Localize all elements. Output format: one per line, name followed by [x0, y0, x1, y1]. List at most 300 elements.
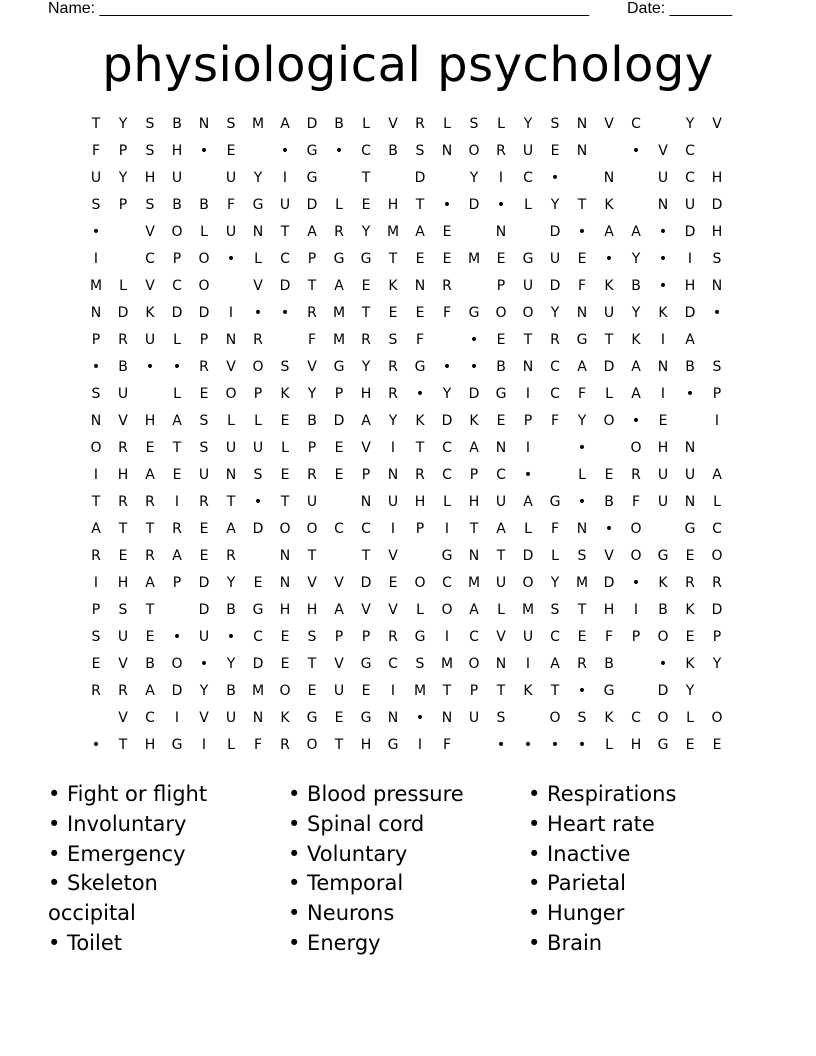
grid-letter: G	[549, 494, 561, 510]
grid-letter: P	[415, 521, 425, 537]
grid-letter: M	[413, 683, 427, 699]
grid-letter: L	[173, 332, 181, 348]
grid-letter: C	[145, 710, 155, 726]
grid-letter: Y	[118, 170, 128, 186]
grid-letter: C	[145, 251, 155, 267]
grid-letter: O	[279, 521, 291, 537]
grid-letter: U	[549, 251, 561, 267]
grid-letter: R	[388, 359, 398, 375]
grid-letter: U	[603, 305, 615, 321]
grid-letter: E	[334, 710, 344, 726]
grid-letter: •	[226, 629, 236, 645]
grid-letter: I	[525, 386, 531, 402]
grid-letter: •	[631, 143, 641, 159]
grid-letter: E	[496, 413, 506, 429]
grid-letter: T	[469, 521, 479, 537]
grid-letter: N	[225, 467, 237, 483]
grid-letter: Y	[685, 116, 695, 132]
grid-letter: P	[631, 629, 641, 645]
grid-letter: U	[333, 683, 345, 699]
grid-letter: D	[441, 413, 453, 429]
grid-letter: I	[633, 602, 639, 618]
grid-letter: A	[334, 602, 344, 618]
grid-letter: I	[417, 737, 423, 753]
grid-letter: F	[226, 197, 236, 213]
grid-letter: A	[685, 332, 695, 348]
grid-letter: R	[388, 386, 398, 402]
grid-letter: •	[604, 251, 614, 267]
grid-letter: U	[225, 710, 237, 726]
grid-letter: A	[631, 386, 641, 402]
word-list-item: • Parietal	[528, 871, 626, 896]
grid-letter: •	[145, 359, 155, 375]
grid-letter: G	[684, 521, 696, 537]
grid-letter: N	[252, 710, 264, 726]
grid-letter: L	[443, 494, 451, 510]
grid-letter: D	[549, 224, 561, 240]
grid-letter: E	[199, 548, 209, 564]
grid-letter: L	[524, 521, 532, 537]
grid-letter: •	[253, 305, 263, 321]
grid-letter: O	[441, 602, 453, 618]
grid-letter: Y	[577, 413, 587, 429]
grid-letter: Y	[226, 575, 236, 591]
grid-letter: A	[523, 494, 533, 510]
grid-letter: V	[307, 359, 317, 375]
grid-letter: M	[467, 575, 481, 591]
grid-letter: R	[145, 494, 155, 510]
grid-letter: H	[360, 737, 372, 753]
grid-letter: •	[415, 386, 425, 402]
grid-letter: C	[280, 251, 290, 267]
grid-letter: I	[444, 521, 450, 537]
grid-letter: V	[496, 629, 506, 645]
grid-letter: V	[145, 224, 155, 240]
grid-letter: T	[280, 224, 290, 240]
grid-letter: E	[550, 143, 560, 159]
grid-letter: K	[388, 278, 398, 294]
word-list-item: • Toilet	[48, 930, 122, 955]
grid-letter: B	[226, 602, 236, 618]
word-list-column-3	[528, 780, 768, 959]
grid-letter: R	[145, 548, 155, 564]
grid-letter: C	[631, 710, 641, 726]
grid-letter: E	[361, 278, 371, 294]
grid-letter: A	[469, 602, 479, 618]
grid-letter: U	[522, 629, 534, 645]
grid-letter: Y	[118, 116, 128, 132]
grid-letter: K	[415, 413, 425, 429]
grid-letter: •	[685, 386, 695, 402]
grid-letter: R	[118, 683, 128, 699]
grid-letter: C	[523, 170, 533, 186]
grid-letter: A	[550, 656, 560, 672]
grid-letter: E	[496, 251, 506, 267]
grid-letter: O	[522, 305, 534, 321]
grid-letter: D	[171, 305, 183, 321]
grid-letter: F	[253, 737, 263, 753]
grid-letter: T	[388, 251, 398, 267]
word-list-item: • Temporal	[288, 871, 404, 896]
grid-letter: G	[441, 548, 453, 564]
word-list-item: • Skeleton	[48, 871, 158, 896]
grid-letter: C	[172, 278, 182, 294]
grid-letter: O	[549, 710, 561, 726]
grid-letter: U	[225, 170, 237, 186]
grid-letter: G	[333, 359, 345, 375]
grid-letter: •	[469, 332, 479, 348]
grid-letter: N	[360, 494, 372, 510]
grid-letter: G	[495, 386, 507, 402]
page-title: physiological psychology	[102, 37, 714, 93]
grid-letter: H	[279, 602, 291, 618]
grid-letter: O	[468, 656, 480, 672]
grid-letter: •	[415, 710, 425, 726]
grid-letter: T	[550, 683, 560, 699]
word-list-item: • Voluntary	[288, 841, 408, 866]
word-list-item: • Emergency	[48, 841, 186, 866]
grid-letter: H	[603, 602, 615, 618]
grid-letter: V	[604, 116, 614, 132]
grid-letter: S	[145, 116, 155, 132]
grid-letter: Y	[442, 386, 452, 402]
grid-letter: P	[523, 413, 533, 429]
grid-letter: R	[307, 305, 317, 321]
grid-letter: E	[442, 224, 452, 240]
grid-letter: C	[469, 629, 479, 645]
grid-letter: R	[91, 548, 101, 564]
grid-letter: S	[469, 116, 479, 132]
grid-letter: L	[605, 386, 613, 402]
grid-letter: Y	[685, 683, 695, 699]
grid-letter: T	[496, 683, 506, 699]
grid-letter: E	[91, 656, 101, 672]
grid-letter: V	[118, 710, 128, 726]
word-list-item: • Energy	[288, 930, 381, 955]
grid-letter: M	[332, 332, 346, 348]
word-list-column-2	[288, 780, 528, 959]
grid-letter: F	[307, 332, 317, 348]
grid-letter: D	[468, 197, 480, 213]
grid-letter: V	[712, 116, 722, 132]
grid-letter: I	[228, 305, 234, 321]
grid-letter: V	[334, 575, 344, 591]
grid-letter: B	[604, 494, 614, 510]
grid-letter: M	[332, 305, 346, 321]
grid-letter: P	[118, 197, 128, 213]
grid-letter: G	[252, 602, 264, 618]
grid-letter: F	[550, 413, 560, 429]
grid-letter: F	[577, 386, 587, 402]
grid-letter: G	[657, 548, 669, 564]
grid-letter: O	[306, 737, 318, 753]
grid-letter: R	[307, 467, 317, 483]
grid-letter: A	[172, 548, 182, 564]
grid-letter: H	[684, 278, 696, 294]
grid-letter: •	[253, 494, 263, 510]
grid-letter: Y	[469, 170, 479, 186]
grid-letter: K	[280, 386, 290, 402]
grid-letter: D	[414, 170, 426, 186]
grid-letter: U	[468, 710, 480, 726]
grid-letter: U	[522, 278, 534, 294]
grid-letter: C	[361, 143, 371, 159]
grid-letter: D	[522, 548, 534, 564]
grid-letter: O	[630, 521, 642, 537]
grid-letter: G	[306, 170, 318, 186]
grid-letter: C	[442, 575, 452, 591]
grid-letter: U	[495, 494, 507, 510]
grid-letter: H	[387, 197, 399, 213]
grid-letter: V	[118, 656, 128, 672]
grid-letter: G	[603, 683, 615, 699]
grid-letter: E	[145, 440, 155, 456]
grid-letter: E	[199, 386, 209, 402]
grid-letter: T	[145, 521, 155, 537]
grid-letter: E	[361, 197, 371, 213]
grid-letter: D	[360, 575, 372, 591]
grid-letter: N	[684, 440, 696, 456]
grid-letter: B	[199, 197, 209, 213]
grid-letter: S	[496, 710, 506, 726]
grid-letter: E	[577, 251, 587, 267]
grid-letter: P	[361, 629, 371, 645]
grid-letter: K	[604, 197, 614, 213]
grid-letter: U	[684, 197, 696, 213]
grid-letter: O	[711, 710, 723, 726]
grid-letter: N	[522, 359, 534, 375]
grid-letter: B	[172, 116, 182, 132]
grid-letter: A	[280, 116, 290, 132]
word-list-item: occipital	[48, 901, 136, 926]
grid-letter: E	[118, 548, 128, 564]
grid-letter: H	[144, 413, 156, 429]
grid-letter: L	[227, 413, 235, 429]
grid-letter: N	[657, 197, 669, 213]
grid-letter: A	[361, 413, 371, 429]
grid-letter: E	[334, 467, 344, 483]
grid-letter: M	[467, 251, 481, 267]
grid-letter: T	[415, 197, 425, 213]
name-field-label: Name: _______________________________________________________	[48, 0, 589, 17]
grid-letter: D	[252, 521, 264, 537]
grid-letter: B	[118, 359, 128, 375]
grid-letter: Y	[550, 305, 560, 321]
grid-letter: •	[523, 467, 533, 483]
grid-letter: N	[576, 116, 588, 132]
grid-letter: L	[173, 386, 181, 402]
grid-letter: U	[684, 467, 696, 483]
grid-letter: N	[576, 305, 588, 321]
grid-letter: P	[712, 386, 722, 402]
grid-letter: G	[576, 332, 588, 348]
grid-letter: Y	[253, 170, 263, 186]
grid-letter: G	[306, 143, 318, 159]
grid-letter: L	[254, 251, 262, 267]
grid-letter: E	[226, 143, 236, 159]
grid-letter: E	[253, 575, 263, 591]
grid-letter: I	[282, 170, 288, 186]
grid-letter: •	[199, 143, 209, 159]
grid-letter: A	[91, 521, 101, 537]
grid-letter: I	[687, 251, 693, 267]
grid-letter: L	[227, 737, 235, 753]
grid-letter: N	[90, 305, 102, 321]
grid-letter: Y	[631, 251, 641, 267]
grid-letter: D	[198, 602, 210, 618]
grid-letter: D	[279, 278, 291, 294]
grid-letter: V	[388, 548, 398, 564]
grid-letter: R	[388, 629, 398, 645]
grid-letter: B	[334, 116, 344, 132]
grid-letter: N	[441, 143, 453, 159]
grid-letter: •	[496, 197, 506, 213]
grid-letter: R	[118, 332, 128, 348]
grid-letter: E	[361, 683, 371, 699]
grid-letter: F	[604, 629, 614, 645]
grid-letter: N	[387, 710, 399, 726]
grid-letter: H	[711, 170, 723, 186]
grid-letter: •	[631, 413, 641, 429]
grid-letter: I	[174, 710, 180, 726]
grid-letter: M	[440, 656, 454, 672]
grid-letter: C	[334, 521, 344, 537]
grid-letter: •	[91, 224, 101, 240]
grid-letter: N	[387, 467, 399, 483]
grid-letter: A	[604, 224, 614, 240]
grid-letter: Y	[226, 656, 236, 672]
grid-letter: N	[441, 710, 453, 726]
grid-letter: Y	[307, 386, 317, 402]
grid-letter: D	[306, 197, 318, 213]
grid-letter: E	[415, 251, 425, 267]
grid-letter: E	[685, 629, 695, 645]
grid-letter: Y	[550, 575, 560, 591]
grid-letter: •	[226, 251, 236, 267]
grid-letter: G	[306, 710, 318, 726]
grid-letter: L	[578, 467, 586, 483]
grid-letter: N	[414, 278, 426, 294]
grid-letter: C	[496, 467, 506, 483]
grid-letter: •	[658, 656, 668, 672]
grid-letter: C	[361, 521, 371, 537]
grid-letter: U	[252, 440, 264, 456]
grid-letter: K	[685, 602, 695, 618]
grid-letter: H	[144, 170, 156, 186]
grid-letter: U	[657, 467, 669, 483]
grid-letter: O	[171, 656, 183, 672]
grid-letter: R	[118, 440, 128, 456]
grid-letter: R	[361, 332, 371, 348]
grid-letter: L	[686, 710, 694, 726]
grid-letter: S	[199, 440, 209, 456]
grid-letter: T	[604, 332, 614, 348]
grid-letter: N	[711, 278, 723, 294]
grid-letter: S	[253, 467, 263, 483]
grid-letter: O	[279, 683, 291, 699]
grid-letter: A	[577, 359, 587, 375]
grid-letter: M	[89, 278, 103, 294]
word-list-item: • Blood pressure	[288, 782, 464, 806]
grid-letter: M	[251, 683, 265, 699]
grid-letter: R	[199, 359, 209, 375]
grid-letter: H	[306, 602, 318, 618]
grid-letter: •	[658, 224, 668, 240]
word-list-column-1	[48, 780, 288, 959]
grid-letter: T	[118, 521, 128, 537]
grid-letter: D	[684, 305, 696, 321]
grid-letter: T	[307, 548, 317, 564]
grid-letter: B	[388, 143, 398, 159]
grid-letter: H	[630, 737, 642, 753]
grid-letter: A	[712, 467, 722, 483]
grid-letter: F	[550, 521, 560, 537]
grid-letter: O	[630, 440, 642, 456]
grid-letter: H	[117, 467, 129, 483]
grid-letter: B	[307, 413, 317, 429]
grid-letter: S	[280, 359, 290, 375]
grid-letter: H	[117, 575, 129, 591]
grid-letter: K	[658, 575, 668, 591]
grid-letter: D	[171, 683, 183, 699]
grid-letter: P	[172, 575, 182, 591]
grid-letter: B	[658, 602, 668, 618]
grid-letter: K	[469, 413, 479, 429]
grid-letter: D	[306, 116, 318, 132]
word-list-item: • Neurons	[288, 901, 395, 926]
grid-letter: G	[360, 251, 372, 267]
date-field-label: Date: _______	[627, 0, 732, 17]
grid-letter: D	[711, 602, 723, 618]
grid-letter: V	[361, 602, 371, 618]
grid-letter: S	[388, 332, 398, 348]
word-list-item: • Spinal cord	[288, 811, 425, 836]
grid-letter: •	[577, 224, 587, 240]
grid-letter: P	[496, 278, 506, 294]
grid-letter: C	[685, 143, 695, 159]
grid-letter: F	[442, 737, 452, 753]
grid-letter: C	[253, 629, 263, 645]
grid-letter: I	[93, 251, 99, 267]
grid-letter: I	[174, 494, 180, 510]
grid-letter: D	[684, 224, 696, 240]
grid-letter: A	[469, 440, 479, 456]
grid-letter: A	[226, 521, 236, 537]
word-list-item: • Heart rate	[528, 811, 655, 836]
grid-letter: U	[495, 575, 507, 591]
grid-letter: R	[415, 116, 425, 132]
grid-letter: L	[281, 440, 289, 456]
grid-letter: P	[334, 629, 344, 645]
grid-letter: R	[577, 656, 587, 672]
grid-letter: T	[307, 656, 317, 672]
grid-letter: U	[171, 170, 183, 186]
grid-letter: Y	[361, 224, 371, 240]
grid-letter: •	[442, 359, 452, 375]
grid-letter: I	[93, 467, 99, 483]
grid-letter: A	[496, 521, 506, 537]
grid-letter: M	[575, 575, 589, 591]
grid-letter: I	[390, 683, 396, 699]
grid-letter: A	[172, 413, 182, 429]
grid-letter: U	[306, 494, 318, 510]
grid-letter: C	[550, 386, 560, 402]
grid-letter: I	[390, 440, 396, 456]
grid-letter: N	[657, 359, 669, 375]
grid-letter: E	[307, 683, 317, 699]
grid-letter: L	[119, 278, 127, 294]
grid-letter: R	[442, 278, 452, 294]
